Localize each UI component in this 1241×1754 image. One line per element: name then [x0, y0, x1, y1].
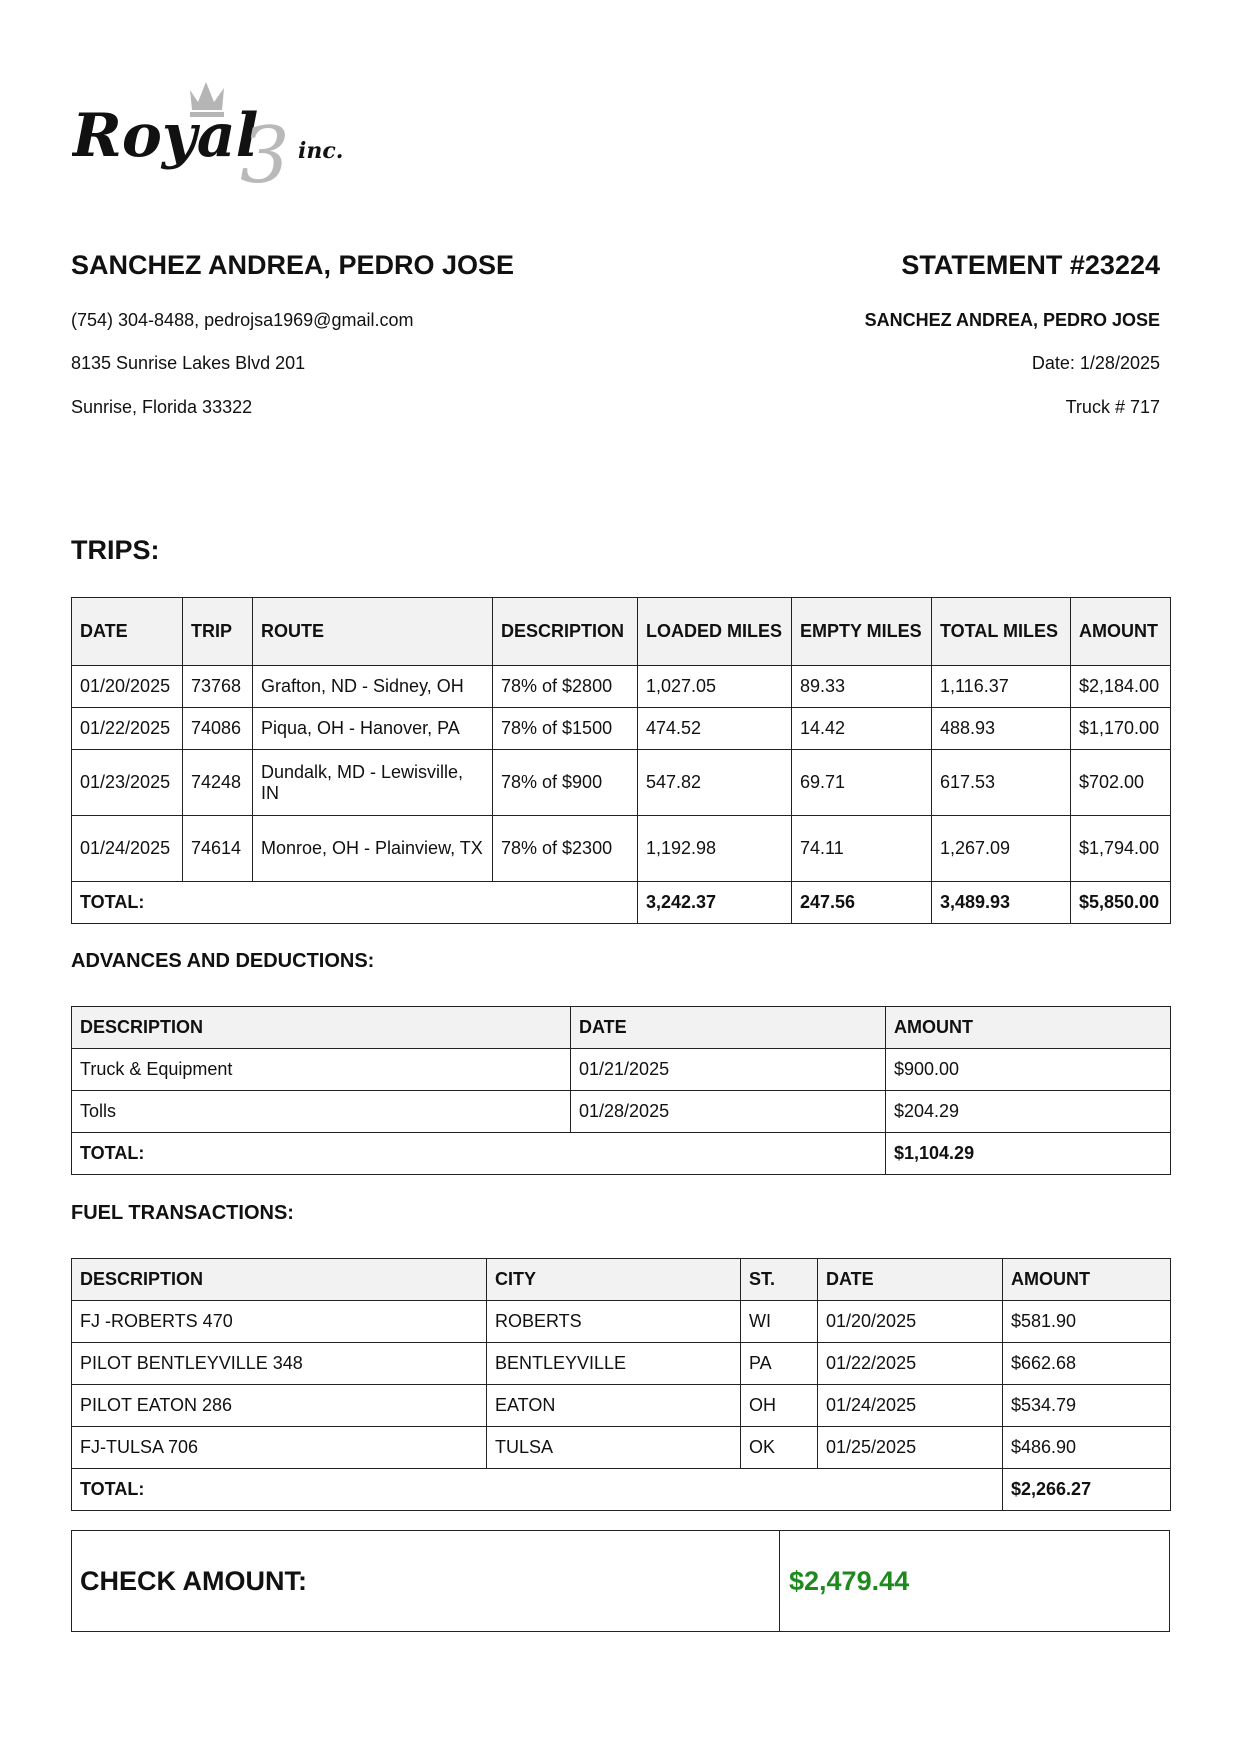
company-logo [72, 78, 392, 190]
fuel-city: ROBERTS [487, 1301, 741, 1343]
fuel-date: 01/22/2025 [818, 1343, 1003, 1385]
trip-loaded-miles: 1,027.05 [638, 666, 792, 708]
check-amount-value: $2,479.44 [789, 1566, 910, 1596]
trip-empty-miles: 14.42 [792, 708, 932, 750]
fuel-table [71, 1258, 1171, 1511]
trip-description: 78% of $2300 [493, 816, 638, 882]
check-amount-box [71, 1530, 1170, 1632]
table-row [72, 1091, 1171, 1133]
trip-route: Dundalk, MD - Lewisville, IN [253, 750, 493, 816]
logo-word: Royal [72, 101, 259, 171]
fuel-total-row [72, 1469, 1171, 1511]
trip-empty-miles: 74.11 [792, 816, 932, 882]
trip-empty-miles: 89.33 [792, 666, 932, 708]
fuel-header-date: DATE [818, 1259, 1003, 1301]
trip-loaded-miles: 474.52 [638, 708, 792, 750]
trips-header-description: DESCRIPTION [493, 598, 638, 666]
trip-number: 73768 [183, 666, 253, 708]
table-row [72, 1385, 1171, 1427]
advance-amount: $900.00 [886, 1049, 1171, 1091]
fuel-description: FJ-TULSA 706 [72, 1427, 487, 1469]
trip-amount: $2,184.00 [1071, 666, 1171, 708]
trip-empty-miles: 69.71 [792, 750, 932, 816]
trips-total-miles: 3,489.93 [932, 882, 1071, 924]
fuel-state: OK [741, 1427, 818, 1469]
advances-header-description: DESCRIPTION [72, 1007, 571, 1049]
trips-header-row [72, 598, 1171, 666]
fuel-amount: $581.90 [1003, 1301, 1171, 1343]
driver-address-line1: 8135 Sunrise Lakes Blvd 201 [71, 353, 306, 373]
fuel-state: WI [741, 1301, 818, 1343]
advance-date: 01/21/2025 [571, 1049, 886, 1091]
trip-amount: $1,170.00 [1071, 708, 1171, 750]
advance-date: 01/28/2025 [571, 1091, 886, 1133]
trip-description: 78% of $1500 [493, 708, 638, 750]
trips-header-loaded: LOADED MILES [638, 598, 792, 666]
fuel-state: OH [741, 1385, 818, 1427]
advances-header-row [72, 1007, 1171, 1049]
fuel-amount: $486.90 [1003, 1427, 1171, 1469]
trips-total-empty: 247.56 [792, 882, 932, 924]
fuel-header-row [72, 1259, 1171, 1301]
table-row [72, 816, 1171, 882]
fuel-city: BENTLEYVILLE [487, 1343, 741, 1385]
table-row [72, 666, 1171, 708]
trip-date: 01/22/2025 [72, 708, 183, 750]
fuel-date: 01/20/2025 [818, 1301, 1003, 1343]
advances-header-date: DATE [571, 1007, 886, 1049]
trip-amount: $1,794.00 [1071, 816, 1171, 882]
trip-number: 74248 [183, 750, 253, 816]
fuel-date: 01/24/2025 [818, 1385, 1003, 1427]
driver-address-line2: Sunrise, Florida 33322 [71, 397, 253, 417]
fuel-title: FUEL TRANSACTIONS: [71, 1202, 294, 1224]
advances-total-row [72, 1133, 1171, 1175]
advances-table [71, 1006, 1171, 1175]
check-amount-label: CHECK AMOUNT: [80, 1566, 307, 1596]
trips-header-route: ROUTE [253, 598, 493, 666]
fuel-description: PILOT BENTLEYVILLE 348 [72, 1343, 487, 1385]
trips-table [71, 597, 1171, 924]
fuel-header-description: DESCRIPTION [72, 1259, 487, 1301]
trips-header-amount: AMOUNT [1071, 598, 1171, 666]
trip-loaded-miles: 1,192.98 [638, 816, 792, 882]
advances-total-amount: $1,104.29 [886, 1133, 1171, 1175]
trip-date: 01/24/2025 [72, 816, 183, 882]
fuel-description: PILOT EATON 286 [72, 1385, 487, 1427]
driver-name: SANCHEZ ANDREA, PEDRO JOSE [71, 250, 515, 280]
fuel-description: FJ -ROBERTS 470 [72, 1301, 487, 1343]
table-row [72, 1343, 1171, 1385]
logo-suffix: inc. [298, 138, 344, 164]
advance-description: Truck & Equipment [72, 1049, 571, 1091]
check-amount-divider [779, 1531, 780, 1631]
trip-description: 78% of $900 [493, 750, 638, 816]
trip-loaded-miles: 547.82 [638, 750, 792, 816]
fuel-total-label: TOTAL: [72, 1469, 1003, 1511]
advances-title: ADVANCES AND DEDUCTIONS: [71, 950, 375, 972]
truck-number: Truck # 717 [1065, 397, 1160, 417]
trips-total-loaded: 3,242.37 [638, 882, 792, 924]
statement-name: SANCHEZ ANDREA, PEDRO JOSE [864, 310, 1160, 330]
trips-header-total: TOTAL MILES [932, 598, 1071, 666]
trip-total-miles: 617.53 [932, 750, 1071, 816]
trip-route: Piqua, OH - Hanover, PA [253, 708, 493, 750]
trip-route: Grafton, ND - Sidney, OH [253, 666, 493, 708]
trip-total-miles: 1,267.09 [932, 816, 1071, 882]
trips-total-amount: $5,850.00 [1071, 882, 1171, 924]
trip-number: 74614 [183, 816, 253, 882]
table-row [72, 1301, 1171, 1343]
fuel-header-city: CITY [487, 1259, 741, 1301]
fuel-total-amount: $2,266.27 [1003, 1469, 1171, 1511]
statement-title: STATEMENT #23224 [901, 250, 1160, 280]
advances-header-amount: AMOUNT [886, 1007, 1171, 1049]
trip-amount: $702.00 [1071, 750, 1171, 816]
driver-contact: (754) 304-8488, pedrojsa1969@gmail.com [71, 310, 414, 330]
trip-route: Monroe, OH - Plainview, TX [253, 816, 493, 882]
trip-total-miles: 1,116.37 [932, 666, 1071, 708]
fuel-city: TULSA [487, 1427, 741, 1469]
table-row [72, 708, 1171, 750]
trip-total-miles: 488.93 [932, 708, 1071, 750]
logo-numeral: 3 [240, 111, 290, 190]
fuel-header-amount: AMOUNT [1003, 1259, 1171, 1301]
fuel-amount: $534.79 [1003, 1385, 1171, 1427]
trip-date: 01/23/2025 [72, 750, 183, 816]
fuel-header-state: ST. [741, 1259, 818, 1301]
trips-header-empty: EMPTY MILES [792, 598, 932, 666]
trips-total-row [72, 882, 1171, 924]
trips-header-date: DATE [72, 598, 183, 666]
fuel-city: EATON [487, 1385, 741, 1427]
table-row [72, 750, 1171, 816]
statement-date: Date: 1/28/2025 [1031, 353, 1160, 373]
table-row [72, 1049, 1171, 1091]
trips-header-trip: TRIP [183, 598, 253, 666]
advance-amount: $204.29 [886, 1091, 1171, 1133]
trip-number: 74086 [183, 708, 253, 750]
fuel-state: PA [741, 1343, 818, 1385]
fuel-amount: $662.68 [1003, 1343, 1171, 1385]
trips-title: TRIPS: [71, 535, 160, 565]
trips-total-label: TOTAL: [72, 882, 638, 924]
fuel-date: 01/25/2025 [818, 1427, 1003, 1469]
table-row [72, 1427, 1171, 1469]
advances-total-label: TOTAL: [72, 1133, 886, 1175]
advance-description: Tolls [72, 1091, 571, 1133]
trip-date: 01/20/2025 [72, 666, 183, 708]
trip-description: 78% of $2800 [493, 666, 638, 708]
